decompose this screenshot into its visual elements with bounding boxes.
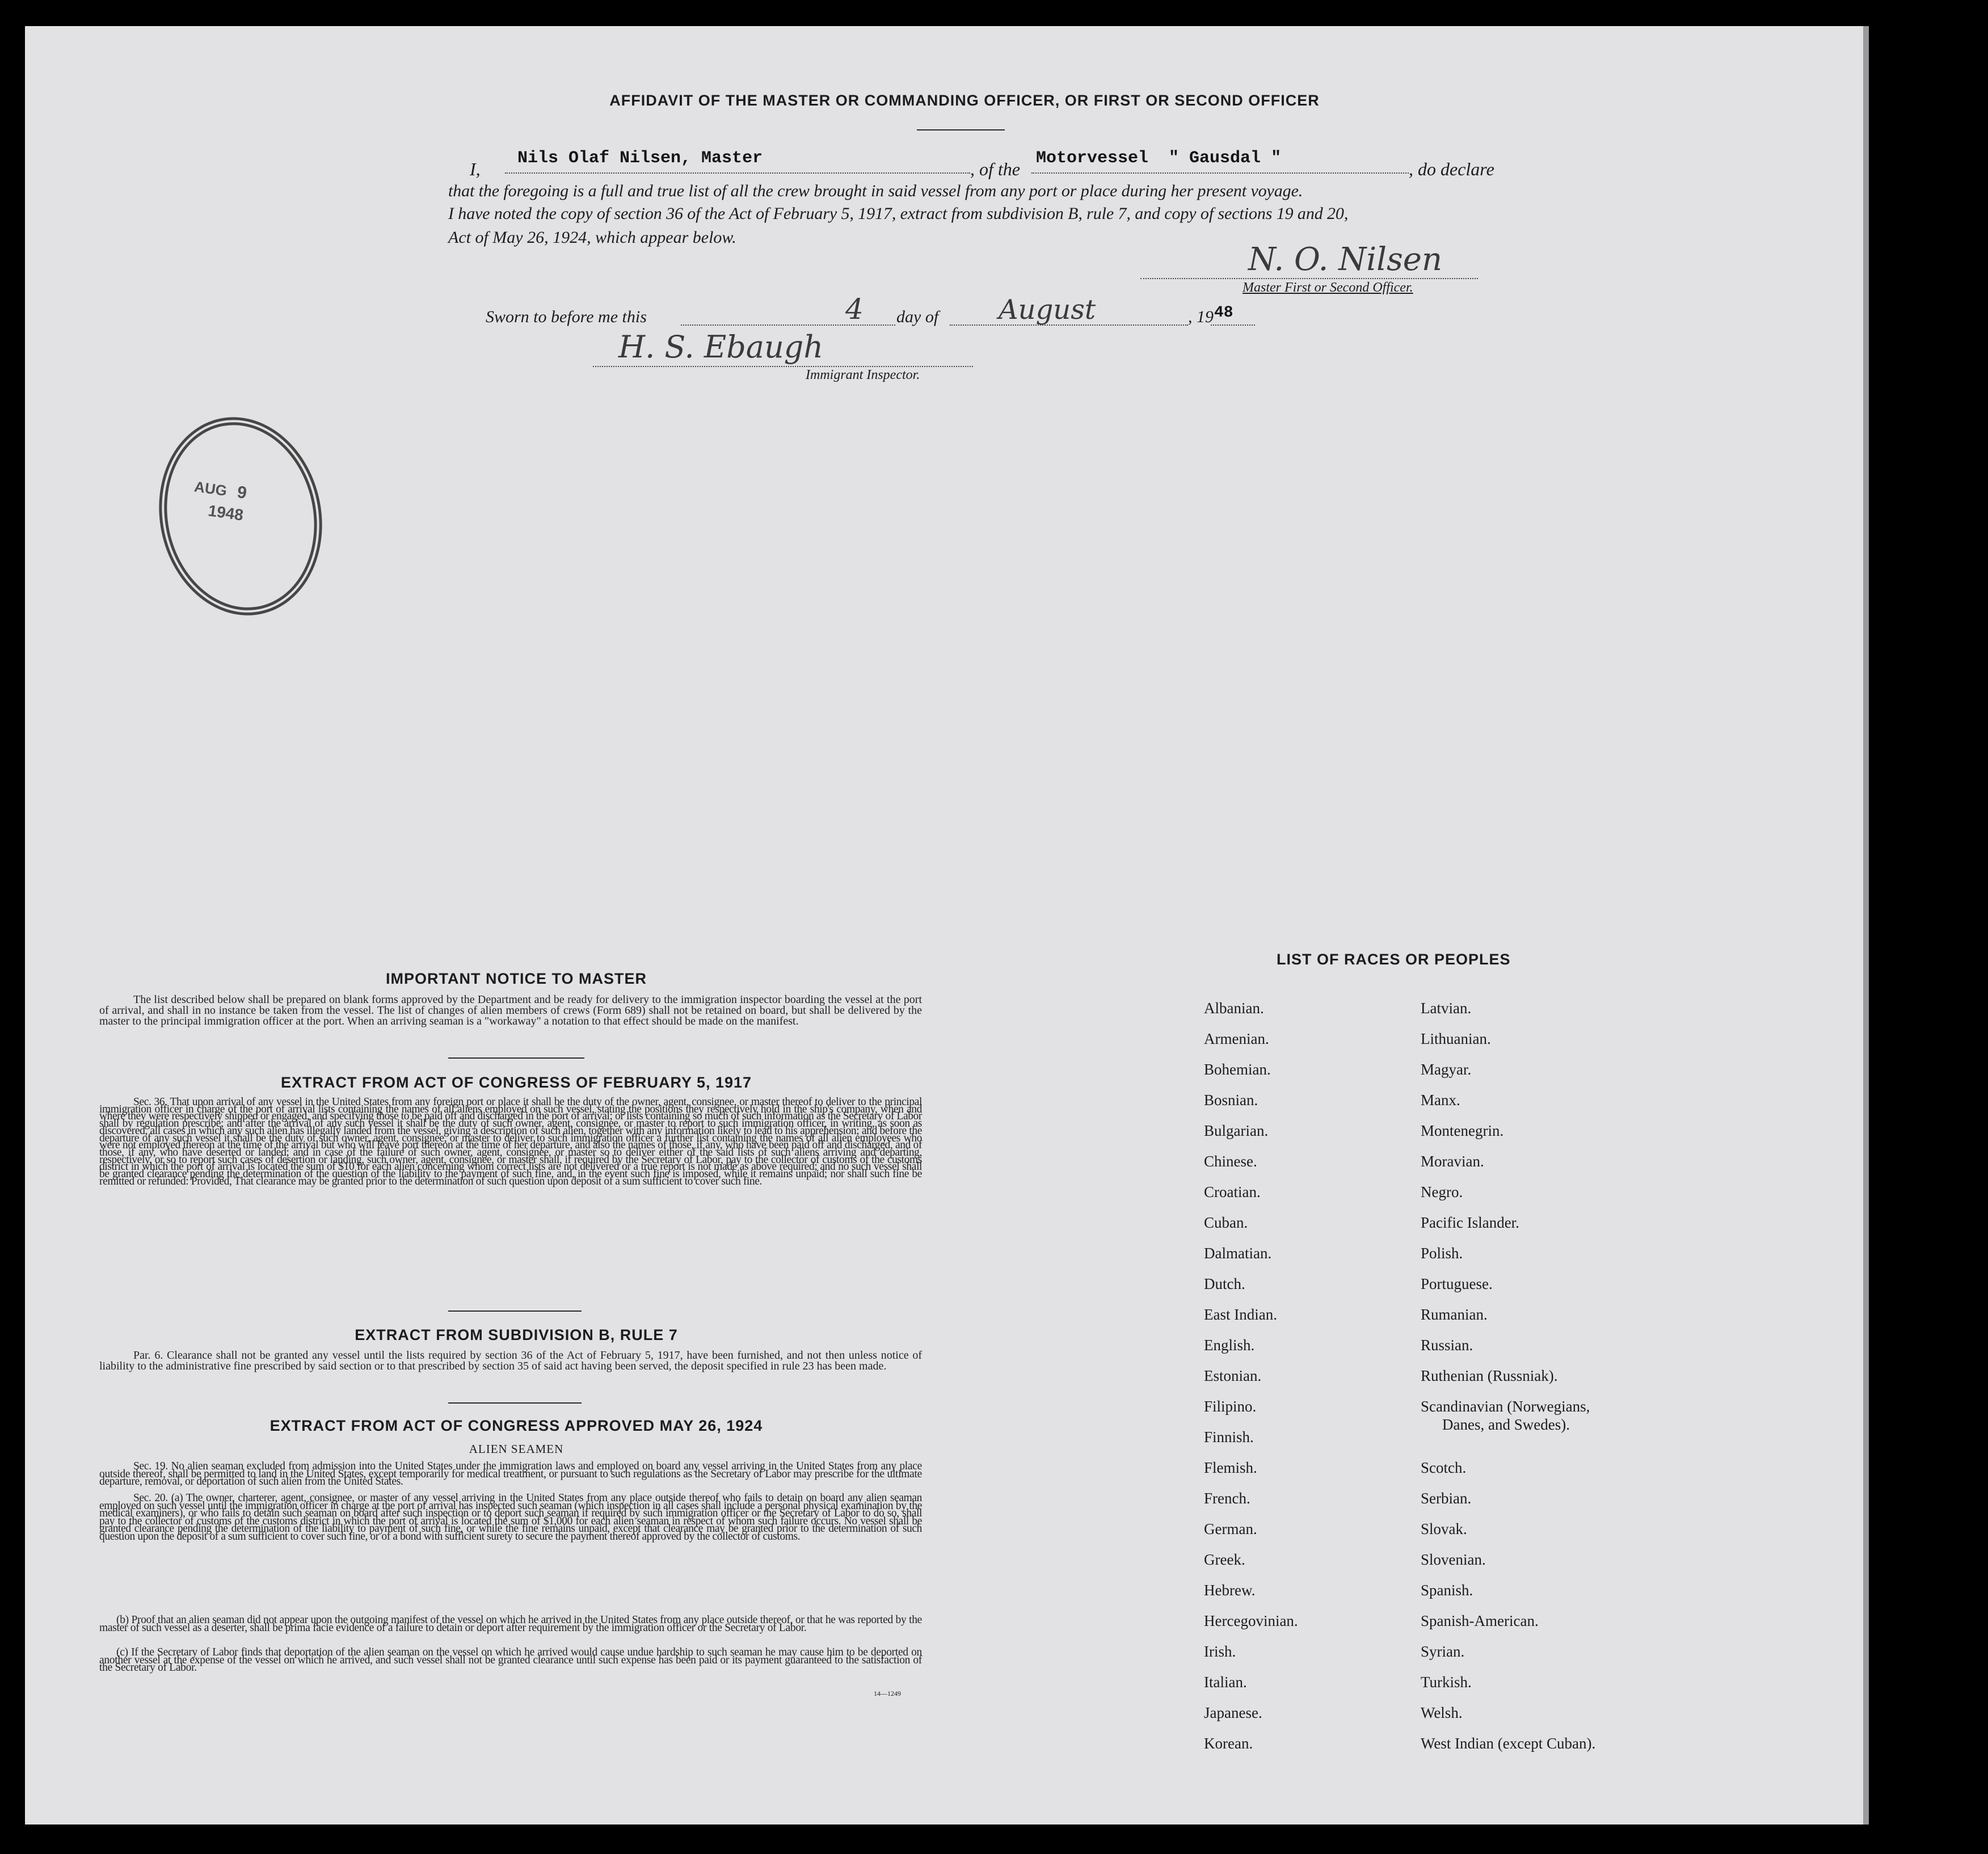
signer-caption: Master First or Second Officer. — [1242, 280, 1413, 295]
race-item: Hebrew. — [1204, 1582, 1256, 1599]
extract-rule7-text: Par. 6. Clearance shall not be granted any vessel until the lists required by section 36 of the Act of February 5, 1917, have been furnished, and not then unless notice of liability to the administrative fine prescribed by said section or to that prescribed by section 35 of said act having been served, the deposit specified in rule 23 has been made. — [99, 1349, 922, 1372]
day-of-label: day of — [896, 307, 939, 326]
race-item: Portuguese. — [1421, 1275, 1493, 1292]
sworn-label: Sworn to before me this — [486, 307, 647, 326]
affidavit-title: AFFIDAVIT OF THE MASTER OR COMMANDING OFFICER, OR FIRST OR SECOND OFFICER — [609, 92, 1320, 109]
race-item: Greek. — [1204, 1551, 1245, 1568]
race-item: Estonian. — [1204, 1367, 1262, 1384]
inspector-signature: H. S. Ebaugh — [618, 329, 824, 365]
race-item: English. — [1204, 1337, 1255, 1354]
race-item: Korean. — [1204, 1735, 1253, 1752]
race-item: Pacific Islander. — [1421, 1214, 1519, 1231]
punch-hole — [1872, 539, 1898, 565]
race-item: Scotch. — [1421, 1459, 1467, 1476]
sec20b-text: (b) Proof that an alien seaman did not appear upon the outgoing manifest of the vessel on which he arrived in the United States from any place outside thereof, or that he was reported by the master of such vessel as a deserter, shall be prima facie evidence of a failure to detain or deport after requirement by the immigration officer or the Secretary of Labor. — [99, 1614, 922, 1634]
race-item: Croatian. — [1204, 1183, 1261, 1200]
declaration-line-2: that the foregoing is a full and true list of all the crew brought in said vessel from any port or place during her present voyage. — [448, 182, 1303, 200]
punch-hole — [1872, 1227, 1898, 1253]
punch-hole — [1872, 631, 1898, 657]
race-item: Slovak. — [1421, 1520, 1467, 1537]
race-item: French. — [1204, 1490, 1250, 1507]
year-prefix: , 19 — [1188, 307, 1214, 326]
race-item: Welsh. — [1421, 1704, 1463, 1721]
race-item: Danes, and Swedes). — [1442, 1416, 1570, 1433]
races-right-column — [1421, 1000, 1595, 1765]
race-item: Bulgarian. — [1204, 1122, 1269, 1139]
race-item: Turkish. — [1421, 1674, 1472, 1691]
race-item: Dutch. — [1204, 1275, 1245, 1292]
race-item: Filipino. — [1204, 1398, 1257, 1415]
do-declare-label: , do declare — [1409, 159, 1494, 179]
races-title: LIST OF RACES OR PEOPLES — [1277, 951, 1511, 968]
race-item: Lithuanian. — [1421, 1030, 1491, 1047]
year-value: 48 — [1214, 304, 1233, 322]
notice-text: The list described below shall be prepared on blank forms approved by the Department and be ready for delivery to the immigration inspector boarding the vessel at the port of arrival, and shall in no instance be taken from the vessel. The list of changes of alien members of crews (Form 689) shall not be retained on board, but shall be delivered by the master to the principal immigration officer at the port. When an arriving seaman is a "workaway" a notation to that effect should be made on the manifest. — [99, 993, 922, 1027]
month-value: August — [999, 294, 1096, 326]
section-rule — [448, 1402, 582, 1404]
inspector-dotline — [593, 366, 973, 367]
race-item: Spanish-American. — [1421, 1612, 1539, 1629]
extract-1917-title: EXTRACT FROM ACT OF CONGRESS OF FEBRUARY 5, 1917 — [280, 1074, 752, 1091]
punch-hole — [1872, 1581, 1898, 1607]
race-item: Hercegovinian. — [1204, 1612, 1298, 1629]
race-item: Spanish. — [1421, 1582, 1473, 1599]
race-item: Japanese. — [1204, 1704, 1262, 1721]
race-item: Slovenian. — [1421, 1551, 1486, 1568]
i-label: I, — [470, 159, 481, 179]
inspector-caption: Immigrant Inspector. — [806, 368, 920, 382]
title-rule — [917, 129, 1005, 130]
race-item: Irish. — [1204, 1643, 1236, 1660]
punch-hole — [1872, 1136, 1898, 1162]
race-item: Ruthenian (Russniak). — [1421, 1367, 1558, 1384]
extract-1924-title: EXTRACT FROM ACT OF CONGRESS APPROVED MAY 26, 1924 — [269, 1417, 763, 1434]
section-rule — [448, 1057, 584, 1059]
of-the-label: , of the — [970, 159, 1020, 179]
race-item: Polish. — [1421, 1245, 1463, 1262]
extract-rule7-title: EXTRACT FROM SUBDIVISION B, RULE 7 — [355, 1326, 678, 1343]
race-item: Flemish. — [1204, 1459, 1257, 1476]
sec20c-text: (c) If the Secretary of Labor finds that deportation of the alien seaman on the vessel on which he arrived would cause undue hardship to such seaman he may cause him to be deported on another vessel at the expense of the vessel on which he arrived, and such vessel shall not be granted clearance until such expense has been paid or its payment guaranteed to the satisfaction of the Secretary of Labor. — [99, 1646, 922, 1674]
name-dotline — [505, 172, 970, 174]
race-item: Serbian. — [1421, 1490, 1472, 1507]
stamp-day: 9 — [235, 483, 248, 503]
race-item: Armenian. — [1204, 1030, 1269, 1047]
notice-title: IMPORTANT NOTICE TO MASTER — [386, 970, 647, 987]
master-signature: N. O. Nilsen — [1248, 241, 1443, 278]
stamp-year: 1948 — [207, 502, 245, 524]
race-item: East Indian. — [1204, 1306, 1277, 1323]
race-item: Finnish. — [1204, 1429, 1254, 1446]
race-item: Syrian. — [1421, 1643, 1465, 1660]
declaration-line-4: Act of May 26, 1924, which appear below. — [448, 228, 736, 247]
extract-1924-subtitle: ALIEN SEAMEN — [469, 1442, 564, 1456]
vessel-dotline — [1031, 172, 1409, 174]
race-item: Magyar. — [1421, 1061, 1472, 1078]
race-item: Rumanian. — [1421, 1306, 1488, 1323]
race-item: Cuban. — [1204, 1214, 1248, 1231]
races-left-column — [1204, 1000, 1298, 1765]
race-item: Dalmatian. — [1204, 1245, 1272, 1262]
form-number: 14—1249 — [874, 1689, 901, 1697]
master-name: Nils Olaf Nilsen, Master — [517, 149, 763, 168]
race-item: Bosnian. — [1204, 1092, 1258, 1109]
race-item: Chinese. — [1204, 1153, 1257, 1170]
race-item: Latvian. — [1421, 1000, 1472, 1017]
section-rule — [448, 1311, 582, 1312]
vessel-name: Motorvessel " Gausdal " — [1036, 149, 1282, 168]
race-item: Scandinavian (Norwegians, — [1421, 1398, 1590, 1415]
signature-dotline — [1140, 278, 1478, 279]
year-dotline — [1211, 325, 1255, 326]
race-item: Manx. — [1421, 1092, 1460, 1109]
race-item: Albanian. — [1204, 1000, 1264, 1017]
extract-1917-text: Sec. 36. That upon arrival of any vessel in the United States from any foreign port or place it shall be the duty of the owner, agent, consignee, or master thereof to deliver to the principal immigration officer in charge of the port of arrival lists containing the names of all aliens employed on such vessel, stating the positions they respectively hold in the ship's company, when and where they were respectively shipped or engaged, and specifying those to be paid off and discharged in the port of arrival; or lists containing so much of such information as the Secretary of Labor shall by regulation prescribe; and after the arrival of any such vessel it shall be the duty of such owner, agent, consignee, or master to report to such immigration officer, in writing, as soon as discovered, all cases in which any such alien has illegally landed from the vessel, giving a description of such alien, together with any information likely to lead to his apprehension; and before the departure of any such vessel it shall be the duty of such owner, agent, consignee, or master to deliver to such immigration officer a further list containing the names of all alien employees who were not employed thereon at the time of the arrival but who will leave port thereon at the time of her departure, and also the names of those, if any, who have been paid off and discharged, and of those, if any, who have deserted or landed; and in case of the failure of such owner, agent, consignee, or master so to deliver either of the said lists of such aliens arriving and departing, respectively, or so to report such cases of desertion or landing, such owner, agent, consignee, or master shall, if required by the Secretary of Labor, pay to the collector of customs of the customs district in which the port of arrival is located the sum of $10 for each alien concerning whom correct lists are not delivered or a true report is not made as above required; and no such vessel shall be granted clearance pending the determination of the question of the liability to the payment of such fine, and, in the event such fine is imposed, while it remains unpaid; nor shall such fine be remitted or refunded: Provided, That clearance may be granted prior to the determination of such question upon deposit of a sum sufficient to cover such fine. — [99, 1096, 922, 1187]
race-item: Montenegrin. — [1421, 1122, 1504, 1139]
punch-hole — [1872, 1491, 1898, 1517]
declaration-line-3: I have noted the copy of section 36 of the Act of February 5, 1917, extract from subdivision B, rule 7, and copy of sections 19 and 20, — [448, 204, 1349, 223]
race-item: Bohemian. — [1204, 1061, 1271, 1078]
race-item: Italian. — [1204, 1674, 1247, 1691]
race-item: Russian. — [1421, 1337, 1473, 1354]
punch-hole — [1872, 272, 1898, 298]
day-value: 4 — [845, 293, 864, 326]
stamp-month: AUG — [193, 478, 228, 500]
race-item: Negro. — [1421, 1183, 1463, 1200]
sec20a-text: Sec. 20. (a) The owner, charterer, agent, consignee, or master of any vessel arriving in the United States from any place outside thereof who fails to detain on board any alien seaman employed on such vessel until the immigration officer in charge at the port of arrival has inspected such seaman (which inspection in all cases shall include a personal physical examination by the medical examiners), or who fails to detain such seaman on board after such inspection or to deport such seaman if required by such immigration officer or the Secretary of Labor to do so, shall pay to the collector of customs of the customs district in which the port of arrival is located the sum of $1,000 for each alien seaman in respect of whom such failure occurs. No vessel shall be granted clearance pending the determination of the liability to payment of such fine, or while the fine remains unpaid, except that clearance may be granted prior to the determination of such question upon the deposit of a sum sufficient to cover such fine, or of a bond with sufficient surety to secure the payment thereof approved by the collector of customs. — [99, 1492, 922, 1543]
punch-hole — [1872, 180, 1898, 207]
race-item: West Indian (except Cuban). — [1421, 1735, 1596, 1752]
race-item: Moravian. — [1421, 1153, 1484, 1170]
race-item: German. — [1204, 1520, 1257, 1537]
sec19-text: Sec. 19. No alien seaman excluded from admission into the United States under the immigration laws and employed on board any vessel arriving in the United States from any place outside thereof, shall be permitted to land in the United States, except temporarily for medical treatment, or pursuant to such regulations as the Secretary of Labor may prescribe for the ultimate departure, removal, or deportation of such alien from the United States. — [99, 1460, 922, 1488]
scan-edge — [1863, 26, 1869, 1824]
